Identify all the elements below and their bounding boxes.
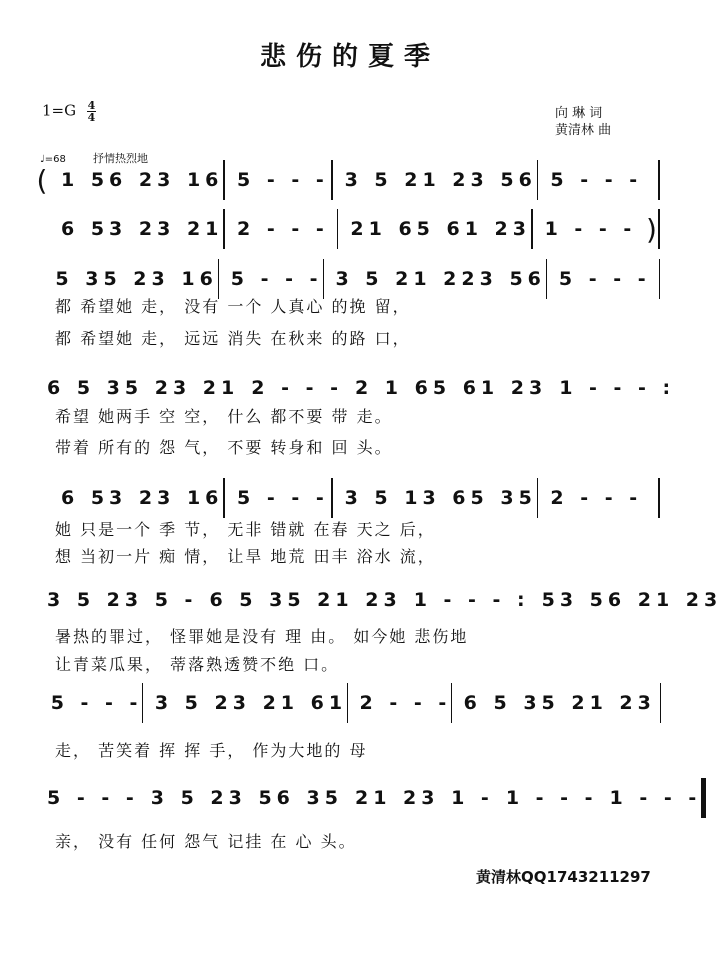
- lyric-line: 走， 苦笑着 挥 挥 手， 作为大地的 母: [55, 741, 368, 760]
- measure: 5 - - -: [550, 169, 643, 191]
- barline: [658, 478, 660, 518]
- repeat-paren-close: [644, 160, 658, 200]
- barline: [659, 259, 660, 299]
- measure: 3 5 23 5 -: [47, 589, 198, 611]
- measure: 1 - - -: [505, 787, 598, 809]
- measure: 1 56 23 16: [61, 169, 224, 191]
- expression-mark: 抒情热烈地: [93, 152, 149, 165]
- lyric-line: 暑热的罪过， 怪罪她是没有 理 由。 如今她 悲伤地: [55, 627, 469, 646]
- repeat-paren-open: (: [36, 163, 48, 197]
- measure: 5 - - -: [230, 268, 323, 290]
- notation-row: [35, 368, 676, 408]
- meter-bottom: 4: [87, 111, 96, 124]
- measure: 2 - - -: [236, 218, 329, 240]
- lyric-line: 让青菜瓜果， 蒂落熟透赞不绝 口。: [55, 655, 340, 674]
- measure: 3 5 13 65 35: [344, 487, 537, 509]
- measure: 3 5 23 21 61: [154, 692, 348, 714]
- song-title: 悲伤的夏季: [259, 42, 440, 72]
- measure: 1 - - - :: [559, 377, 676, 399]
- measure: 3 5 21 223 56: [335, 268, 546, 290]
- measure: 5 - - -: [558, 268, 651, 290]
- repeat-paren-open: [35, 478, 49, 518]
- key-label: 1=G: [42, 101, 77, 120]
- key-signature: [42, 100, 96, 123]
- composer: 黄清林 曲: [555, 123, 612, 138]
- repeat-paren-close: ): [645, 212, 657, 246]
- author-signature: 黄清林QQ1743211297: [476, 868, 651, 886]
- notation-row: [35, 259, 660, 299]
- measure: 1 - - - :: [413, 589, 530, 611]
- notation-row: [35, 478, 660, 518]
- measure: 2 - - -: [550, 487, 643, 509]
- repeat-paren-close: [644, 478, 658, 518]
- repeat-paren-open: [35, 209, 49, 249]
- measure: 6 5 35 21 23: [209, 589, 402, 611]
- final-barline: [701, 778, 705, 818]
- measure: 3 5 23 56 35: [150, 787, 343, 809]
- lyric-line: 想 当初一片 痴 情， 让旱 地荒 田丰 浴水 流，: [55, 547, 436, 566]
- lyric-line: 希望 她两手 空 空， 什么 都不要 带 走。: [55, 407, 393, 426]
- barline: [658, 209, 660, 249]
- meter-top: 4: [87, 99, 96, 112]
- measure: 21 65 61 23: [350, 218, 531, 240]
- notation-row: [35, 683, 660, 723]
- measure: 5 - - -: [236, 487, 329, 509]
- lyric-line: 带着 所有的 怨 气， 不要 转身和 回 头。: [55, 438, 393, 457]
- repeat-paren-close: [651, 259, 659, 299]
- measure: 1 - - -: [609, 787, 702, 809]
- measure: 1 - - -: [544, 218, 637, 240]
- measure: 6 53 23 21: [61, 218, 224, 240]
- measure: 6 5 35 21 23: [463, 692, 656, 714]
- notation-row: [35, 209, 660, 249]
- measure: 21 23 1 -: [354, 787, 494, 809]
- measure: 2 - - -: [251, 377, 343, 399]
- measure: 5 - - -: [47, 787, 139, 809]
- barline: [658, 160, 660, 200]
- lyric-line: 都 希望她 走， 远远 消失 在秋来 的路 口，: [55, 329, 411, 348]
- notation-row: [35, 580, 722, 620]
- measure: 53 56 21 23: [541, 589, 722, 611]
- measure: 6 5 35 23 21: [47, 377, 240, 399]
- measure: 6 53 23 16: [61, 487, 224, 509]
- lyric-line: 亲， 没有 任何 怨气 记挂 在 心 头。: [55, 832, 357, 851]
- lyricist: 向 琳 词: [555, 106, 603, 121]
- measure: 2 - - -: [359, 692, 452, 714]
- measure: 5 35 23 16: [55, 268, 218, 290]
- notation-row: [35, 160, 660, 200]
- lyric-line: 她 只是一个 季 节， 无非 错就 在春 天之 后，: [55, 520, 436, 539]
- measure: 3 5 21 23 56: [344, 169, 537, 191]
- measure: 5 - - -: [236, 169, 329, 191]
- measure: 5 - - -: [50, 692, 143, 714]
- repeat-paren-open: [35, 259, 43, 299]
- notation-row: [35, 778, 702, 818]
- time-signature: [87, 100, 96, 123]
- tempo-value: ♩=68: [40, 154, 66, 165]
- credits: [555, 105, 611, 139]
- measure: 2 1 65 61 23: [354, 377, 548, 399]
- lyric-line: 都 希望她 走， 没有 一个 人真心 的挽 留，: [55, 297, 411, 316]
